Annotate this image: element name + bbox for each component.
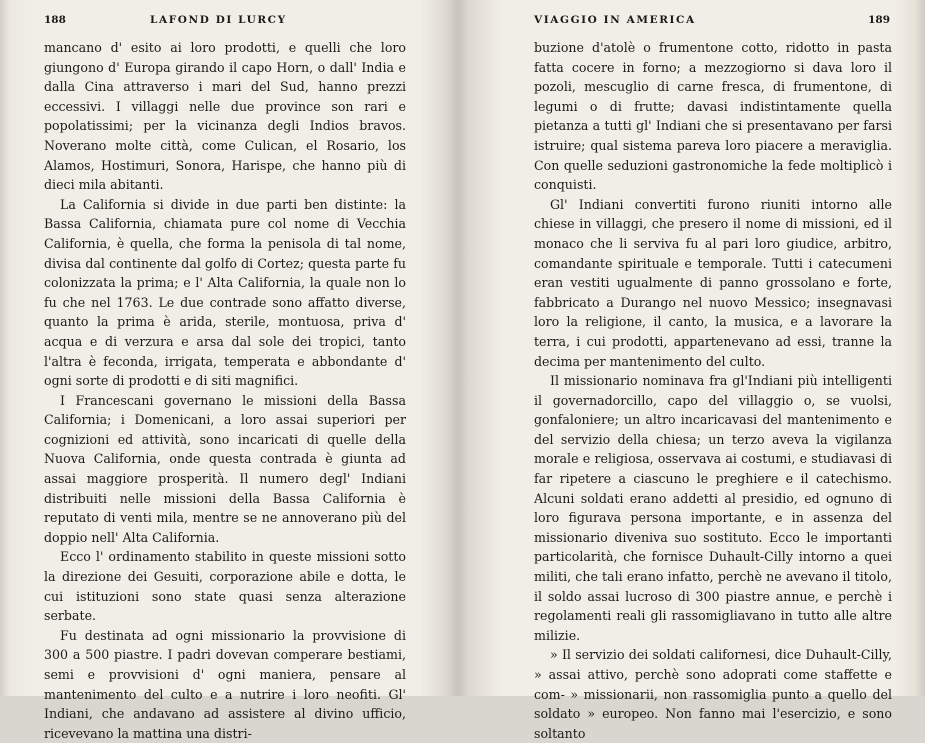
paragraph: Fu destinata ad ogni missionario la provvisione di 300 a 500 piastre. I padri dovevan comperare bestiami, semi e provvisioni d' ogni maniera, pensare al mantenimento del culto e a nutrire i loro neofiti. Gl' Indiani, che andavano ad assistere al divino ufficio, ricevevano la mattina una distri- (44, 627, 406, 741)
paragraph: buzione d'atolè o frumentone cotto, ridotto in pasta fatta cocere in forno; a mezzogiorno si dava loro il pozoli, mescuglio di carne fresca, di frumentone, di legumi o di frutte; davasi indistintamente quella pietanza a tutti gl' Indiani che si presentavano per farsi istruire; qual sistema pareva loro piacere a meraviglia. Con quelle seduzioni gastronomiche la fede moltiplicò i conquisti. (534, 40, 892, 193)
paragraph: Ecco l' ordinamento stabilito in queste missioni sotto la direzione dei Gesuiti, corporazione abile e dotta, le cui istituzioni sono state quasi senza alterazione serbate. (44, 549, 406, 624)
left-page-header (44, 14, 404, 30)
right-page (458, 0, 925, 741)
left-page (0, 0, 458, 741)
paragraph: mancano d' esito ai loro prodotti, e quelli che loro giungono d' Europa girando il capo Horn, o dall' India e dalla Cina attraverso i mari del Sud, hanno prezzi eccessivi. I villaggi nelle due province son rari e popolatissimi; per la vicinanza degli Indios bravos. Noverano molte città, come Culican, el Rosario, los Alamos, Hostimuri, Sonora, Harispe, che hanno più di dieci mila abitanti. (44, 40, 406, 193)
right-page-header (534, 14, 890, 30)
left-page-text (44, 38, 406, 743)
right-page-text (534, 38, 892, 743)
paragraph: Il missionario nominava fra gl'Indiani più intelligenti il governadorcillo, capo del villaggio o, se vuolsi, gonfaloniere; un altro incaricavasi del mantenimento e del servizio della chiesa; un terzo aveva la vigilanza morale e religiosa, osservava ai costumi, e studiavasi di far ripetere a ciascuno le preghiere e il catechismo. Alcuni soldati erano addetti al presidio, ed ognuno di loro figurava persona importante, e in assenza del missionario diveniva suo sostituto. Ecco le importanti particolarità, che fornisce Duhault-Cilly intorno a quei militi, che tali erano infatto, perchè ne avevano il titolo, il soldo assai lucroso di 300 piastre annue, e perchè i regolamenti reali gli rassomigliavano in tutto alle altre milizie. (534, 373, 892, 643)
page-number: 188 (44, 14, 66, 26)
page-number: 189 (868, 14, 890, 26)
paragraph: » Il servizio dei soldati californesi, dice Duhault-Cilly, » assai attivo, perchè sono adoprati come staffette e com- » missionarii, non rassomiglia punto a quello del soldato » europeo. Non fanno mai l'esercizio, e sono soltanto (534, 647, 892, 741)
running-head: VIAGGIO IN AMERICA (534, 14, 696, 26)
paragraph: Gl' Indiani convertiti furono riuniti intorno alle chiese in villaggi, che presero il nome di missioni, ed il monaco che li serviva fu al pari loro giudice, arbitro, comandante spirituale e temporale. Tutti i catecumeni eran vestiti ugualmente di panno grossolano e forte, fabbricato a Durango nel nuovo Messico; insegnavasi loro la religione, il canto, la musica, e a lavorare la terra, i cui prodotti, appartenevano ad essi, tranne la decima per mantenimento del culto. (534, 196, 892, 369)
paragraph: I Francescani governano le missioni della Bassa California; i Domenicani, a loro assai superiori per cognizioni ed attività, sono incaricati di quelle della Nuova California, onde questa contrada è giunta ad assai maggiore prosperità. Il numero degl' Indiani distribuiti nelle missioni della Bassa California è reputato di venti mila, mentre se ne annoverano più del doppio nell' Alta California. (44, 392, 406, 545)
running-head: LAFOND DI LURCY (150, 14, 287, 26)
paragraph: La California si divide in due parti ben distinte: la Bassa California, chiamata pure col nome di Vecchia California, è quella, che forma la penisola di tal nome, divisa dal continente dal golfo di Cortez; questa parte fu colonizzata la prima; e l' Alta California, la quale non lo fu che nel 1763. Le due contrade sono affatto diverse, quanto la prima è arida, sterile, montuosa, priva d' acqua e di verzura e arsa dal sole dei tropici, tanto l'altra è feconda, irrigata, temperata e abbondante d' ogni sorte di prodotti e di siti magnifici. (44, 196, 406, 389)
